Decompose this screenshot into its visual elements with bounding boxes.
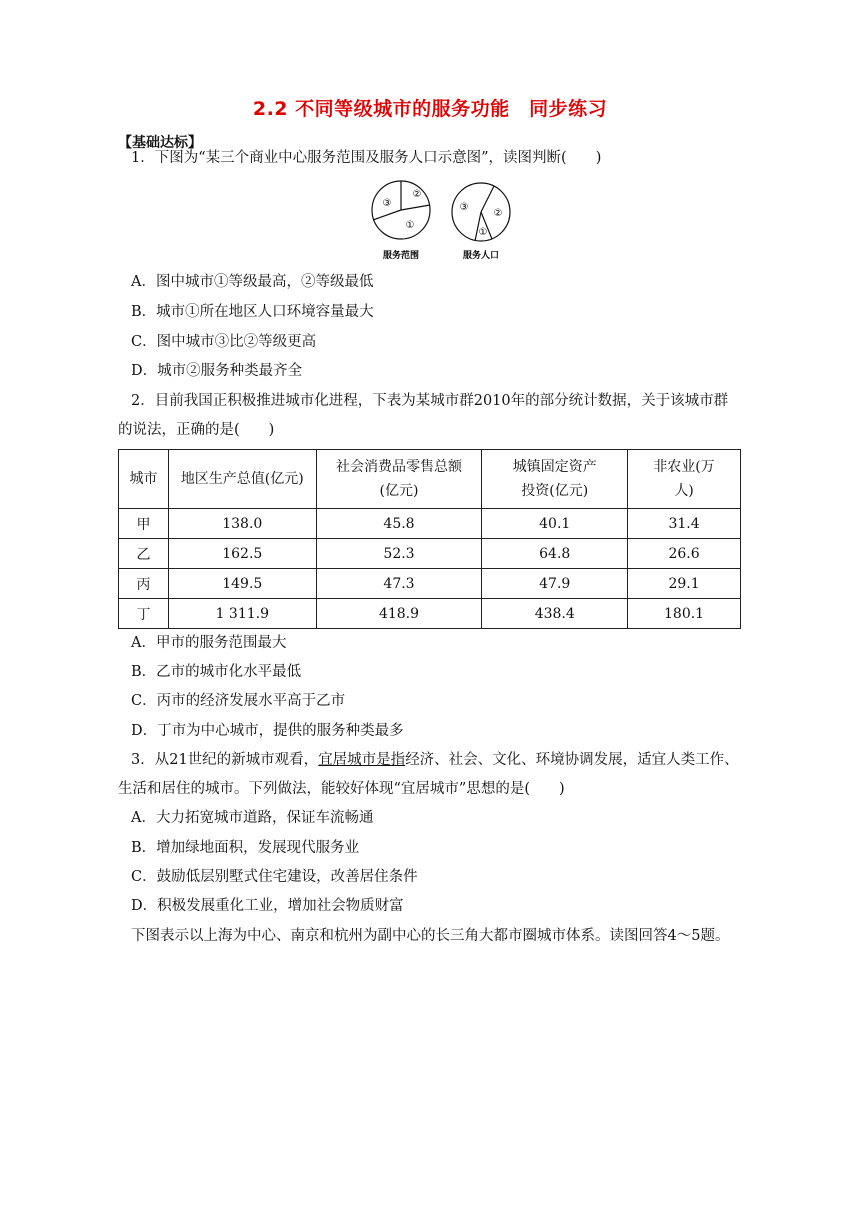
q3-option-a: A．大力拓宽城市道路，保证车流畅通 [131,810,374,826]
table-row [119,569,741,599]
cell: 47.9 [482,569,628,599]
right-label-1: ① [478,227,488,238]
q2-option-a: A．甲市的服务范围最大 [131,635,287,651]
cell: 438.4 [482,599,628,629]
table-row [119,509,741,539]
cell: 29.1 [628,569,741,599]
section-heading: 【基础达标】 [118,135,202,151]
cell: 180.1 [628,599,741,629]
left-label-2: ② [412,189,422,200]
right-caption: 服务人口 [462,251,500,261]
header-retail: 社会消费品零售总额 (亿元) [316,450,482,509]
service-range-population-figure [370,180,520,266]
q3-option-c: C．鼓励低层别墅式住宅建设，改善居住条件 [131,869,418,885]
right-label-2: ② [493,208,503,219]
q1-option-a: A．图中城市①等级最高，②等级最低 [131,274,374,290]
q2-option-c: C．丙市的经济发展水平高于乙市 [131,693,346,709]
cell: 40.1 [482,509,628,539]
q2-option-b: B．乙市的城市化水平最低 [131,664,302,680]
left-label-1: ① [405,220,415,231]
table-row [119,599,741,629]
cell: 138.0 [168,509,316,539]
page-title: 2.2 不同等级城市的服务功能 同步练习 [252,98,608,120]
cell: 162.5 [168,539,316,569]
question-3-stem-line1: 3．从21世纪的新城市观看，宜居城市是指经济、社会、文化、环境协调发展，适宜人类工作、 [131,752,739,768]
cell: 418.9 [316,599,482,629]
cell: 52.3 [316,539,482,569]
cell: 31.4 [628,509,741,539]
q1-option-b: B．城市①所在地区人口环境容量最大 [131,304,374,320]
cell: 45.8 [316,509,482,539]
table-row [119,539,741,569]
intro-questions-4-5: 下图表示以上海为中心、南京和杭州为副中心的长三角大都市圈城市体系。读图回答4～5题。 [131,928,730,944]
header-city: 城市 [119,450,169,509]
cell: 乙 [119,539,169,569]
table-header-row [119,450,741,509]
cell: 47.3 [316,569,482,599]
cell: 1 311.9 [168,599,316,629]
left-caption: 服务范围 [382,251,420,261]
cell: 丁 [119,599,169,629]
header-nonagri: 非农业(万 人) [628,450,741,509]
underlined-term: 宜居城市是指 [318,752,406,768]
statistics-table [118,449,741,629]
question-2-stem-line2: 的说法，正确的是( ) [118,422,275,438]
header-investment: 城镇固定资产 投资(亿元) [482,450,628,509]
q1-option-d: D．城市②服务种类最齐全 [131,363,303,379]
left-label-3: ③ [382,198,392,209]
q3-option-b: B．增加绿地面积，发展现代服务业 [131,840,360,856]
question-3-stem-line2: 生活和居住的城市。下列做法，能较好体现“宜居城市”思想的是( ) [118,781,565,797]
cell: 26.6 [628,539,741,569]
question-2-stem-line1: 2．目前我国正积极推进城市化进程，下表为某城市群2010年的部分统计数据，关于该城市群 [131,393,729,409]
cell: 甲 [119,509,169,539]
q3-option-d: D．积极发展重化工业，增加社会物质财富 [131,898,404,914]
cell: 149.5 [168,569,316,599]
q1-option-c: C．图中城市③比②等级更高 [131,334,317,350]
right-label-3: ③ [459,202,469,213]
q2-option-d: D．丁市为中心城市，提供的服务种类最多 [131,723,404,739]
cell: 64.8 [482,539,628,569]
cell: 丙 [119,569,169,599]
header-gdp: 地区生产总值(亿元) [168,450,316,509]
question-1-stem: 1．下图为“某三个商业中心服务范围及服务人口示意图”，读图判断( ) [131,150,602,166]
